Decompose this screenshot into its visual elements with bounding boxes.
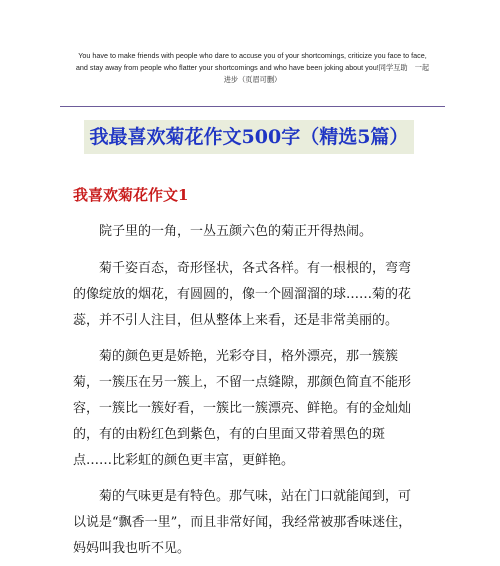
paragraph-2: 菊千姿百态，奇形怪状，各式各样。有一根根的，弯弯的像绽放的烟花，有圆圆的，像一个圆溜溜的球……菊的花蕊，并不引人注目，但从整体上来看，还是非常美丽的。 bbox=[73, 261, 412, 328]
paragraph-1: 院子里的一角，一丛五颜六色的菊正开得热闹。 bbox=[99, 224, 373, 239]
paragraph-3: 菊的颜色更是娇艳，光彩夺目，格外漂亮，那一簇簇菊，一簇压在另一簇上，不留一点缝隙，那颜色简直不能形容，一簇比一簇好看，一簇比一簇漂亮、鲜艳。有的金灿灿的，有的由粉红色到紫色，有的白里面又带着黑色的斑点……比彩虹的颜色更丰富，更鲜艳。 bbox=[73, 349, 412, 468]
header-quote-line-1: You have to make friends with people who dare to accuse you of your shortcomings, criticize you face to face, bbox=[78, 51, 427, 60]
section-heading: 我喜欢菊花作文1 bbox=[73, 186, 189, 204]
page-header bbox=[60, 50, 445, 86]
header-quote-line-2: and stay away from people who flatter your shortcomings and who have been joking about you!同学互助 一起 bbox=[75, 63, 430, 72]
header-quote-line-3: 进步（页眉可删） bbox=[223, 75, 282, 84]
paragraph-4: 菊的气味更是有特色。那气味，站在门口就能闻到，可以说是“飘香一里”，而且非常好闻，我经常被那香味迷住，妈妈叫我也听不见。 bbox=[73, 489, 412, 556]
document-title: 我最喜欢菊花作文500字（精选5篇） bbox=[89, 126, 409, 148]
header-divider bbox=[60, 106, 445, 107]
